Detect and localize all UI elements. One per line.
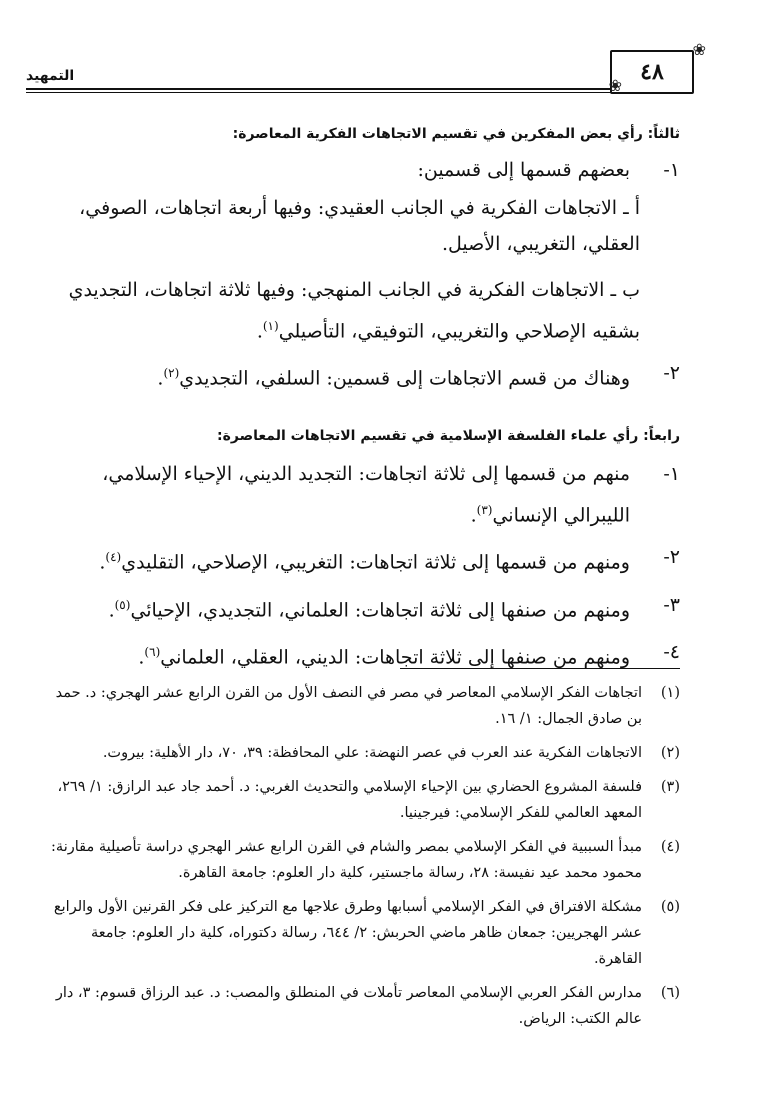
footnote-text: مدارس الفكر العربي الإسلامي المعاصر تأملات في المنطلق والمصب: د. عبد الرزاق قسوم: ٣، دار عالم الكتب: الرياض. — [55, 985, 642, 1027]
footnote-number: (٦) — [660, 985, 680, 1001]
list-item: ١- منهم من قسمها إلى ثلاثة اتجاهات: التجديد الديني، الإحياء الإسلامي، الليبرالي الإنساني$^{(٣)}$. — [40, 456, 680, 533]
list-text: بعضهم قسمها إلى قسمين: — [417, 159, 630, 181]
footnote — [40, 774, 680, 826]
footnote-number: (٢) — [660, 745, 680, 761]
list-item: ٢- وهناك من قسم الاتجاهات إلى قسمين: السلفي، التجديدي$^{(٢)}$. — [40, 355, 680, 396]
list-text: ومنهم من صنفها إلى ثلاثة اتجاهات: الديني، العقلي، العلماني — [160, 646, 630, 669]
chapter-title: التمهيد — [26, 68, 75, 84]
ornament-icon: ❀ — [608, 76, 622, 95]
section-four — [40, 428, 680, 675]
footnote — [40, 740, 680, 766]
list-number: ١- — [663, 159, 680, 181]
list-number: ٢- — [663, 362, 680, 385]
section-heading: رابعاً: رأي علماء الفلسفة الإسلامية في تقسيم الاتجاهات المعاصرة: — [217, 428, 680, 444]
footnote-number: (٤) — [660, 839, 680, 855]
footnote-ref[interactable]: (٢) — [163, 366, 180, 381]
list-item — [40, 152, 680, 188]
footnote-number: (٣) — [660, 779, 680, 795]
header-rule-thin — [26, 92, 611, 93]
footnote-text: اتجاهات الفكر الإسلامي المعاصر في مصر في النصف الأول من القرن الرابع عشر الهجري: د. حمد بن صادق الجمال: ١/ ١٦. — [55, 685, 642, 727]
list-number: ١- — [663, 463, 680, 485]
footnote-number: (١) — [660, 685, 680, 701]
footnote-ref[interactable]: (٦) — [144, 644, 161, 659]
footnote — [40, 894, 680, 972]
footnote-number: (٥) — [660, 899, 680, 915]
footnote — [40, 980, 680, 1032]
footnote-text: مشكلة الافتراق في الفكر الإسلامي أسبابها وطرق علاجها مع التركيز على فكر القرنين الأول والرابع عشر الهجريين: جمعان ظاهر ماضي الحربش: ٢/ ٦٤٤، رسالة دكتوراه، كلية دار العلوم: جامعة القاهرة. — [53, 899, 642, 967]
list-item: ٤- ومنهم من صنفها إلى ثلاثة اتجاهات: الديني، العقلي، العلماني$^{(٦)}$. — [40, 634, 680, 675]
footnote-text: مبدأ السببية في الفكر الإسلامي بمصر والشام في القرن الرابع عشر الهجري دراسة تأصيلية مقارنة: محمود محمد عيد نفيسة: ٢٨، رسالة ماجستير، كلية دار العلوم: جامعة القاهرة. — [51, 839, 642, 881]
list-number: ٤- — [663, 640, 680, 663]
list-number: ٣- — [663, 593, 680, 616]
list-text: وهناك من قسم الاتجاهات إلى قسمين: السلفي، التجديدي — [179, 367, 630, 390]
sub-item-b-text: ب ـ الاتجاهات الفكرية في الجانب المنهجي: وفيها ثلاثة اتجاهات، التجديدي بشقيه الإصلاحي والتغريبي، التوفيقي، التأصيلي — [68, 279, 640, 343]
footnote-ref[interactable]: (٥) — [114, 597, 131, 612]
footnote — [40, 680, 680, 732]
list-item: ٢- ومنهم من قسمها إلى ثلاثة اتجاهات: التغريبي، الإصلاحي، التقليدي$^{(٤)}$. — [40, 539, 680, 580]
footnote-separator — [400, 668, 680, 669]
list-text: منهم من قسمها إلى ثلاثة اتجاهات: التجديد الديني، الإحياء الإسلامي، الليبرالي الإنساني — [102, 463, 630, 527]
section-three — [40, 126, 680, 397]
section-heading: ثالثاً: رأي بعض المفكرين في تقسيم الاتجاهات الفكرية المعاصرة: — [232, 126, 680, 142]
sub-item-a: أ ـ الاتجاهات الفكرية في الجانب العقيدي: وفيها أربعة اتجاهات، الصوفي، العقلي، التغريبي، الأصيل. — [79, 197, 640, 255]
page-header — [26, 40, 746, 95]
list-number: ٢- — [663, 546, 680, 569]
page-number: ٤٨ — [610, 50, 694, 94]
footnote-text: فلسفة المشروع الحضاري بين الإحياء الإسلامي والتحديث الغربي: د. أحمد جاد عبد الرازق: ١/ ٢٦٩، المعهد العالمي للفكر الإسلامي: فيرجينيا. — [57, 779, 642, 821]
list-text: ومنهم من صنفها إلى ثلاثة اتجاهات: العلماني، التجديدي، الإحيائي — [130, 598, 630, 621]
footnote-ref[interactable]: (٣) — [476, 503, 493, 517]
sub-item-b: ب ـ الاتجاهات الفكرية في الجانب المنهجي: وفيها ثلاثة اتجاهات، التجديدي بشقيه الإصلاحي والتغريبي، التوفيقي، التأصيلي$^{(١)}$. — [68, 279, 640, 343]
footnotes — [40, 680, 680, 1032]
footnote-ref[interactable]: (٤) — [105, 550, 122, 565]
footnote-ref[interactable]: (١) — [262, 319, 279, 333]
footnote — [40, 834, 680, 886]
list-text: ومنهم من قسمها إلى ثلاثة اتجاهات: التغريبي، الإصلاحي، التقليدي — [121, 551, 630, 574]
ornament-icon: ❀ — [692, 40, 706, 59]
list-item: ٣- ومنهم من صنفها إلى ثلاثة اتجاهات: العلماني، التجديدي، الإحيائي$^{(٥)}$. — [40, 587, 680, 628]
header-rule — [26, 88, 611, 90]
footnote-text: الاتجاهات الفكرية عند العرب في عصر النهضة: علي المحافظة: ٣٩، ٧٠، دار الأهلية: بيروت. — [102, 745, 642, 761]
